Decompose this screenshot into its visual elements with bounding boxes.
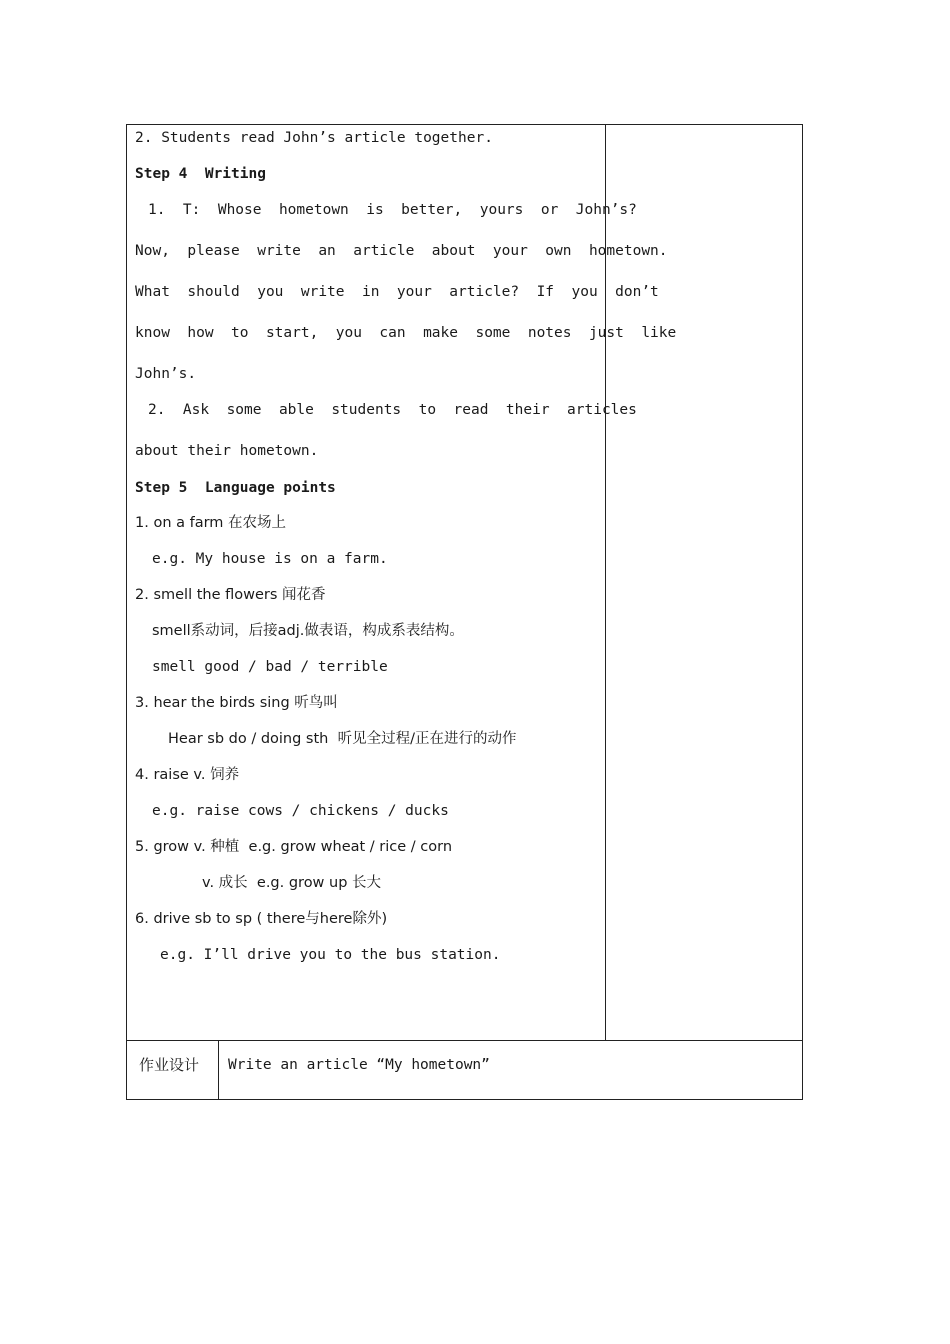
- homework-content: Write an article “My hometown”: [228, 1057, 490, 1073]
- example-line: e.g. My house is on a farm.: [152, 551, 388, 567]
- text-line: 1. T: Whose hometown is better, yours or John’s?: [148, 202, 637, 218]
- note-line: smell系动词，后接adj.做表语，构成系表结构。: [152, 623, 464, 639]
- step-heading: Step 5 Language points: [135, 480, 336, 496]
- text-line: about their hometown.: [135, 443, 319, 459]
- language-point: 4. raise v. 饲养: [135, 767, 240, 783]
- language-point: 3. hear the birds sing 听鸟叫: [135, 695, 338, 711]
- example-line: e.g. raise cows / chickens / ducks: [152, 803, 449, 819]
- text-line: Now, please write an article about your own hometown.: [135, 243, 668, 259]
- homework-label: 作业设计: [139, 1056, 200, 1074]
- language-point: 2. smell the flowers 闻花香: [135, 587, 326, 603]
- text-line: 2. Students read John’s article together.: [135, 130, 493, 146]
- text-line: 2. Ask some able students to read their articles: [148, 402, 637, 418]
- row-divider: [126, 1040, 803, 1041]
- note-line: Hear sb do / doing sth 听见全过程/正在进行的动作: [168, 731, 517, 747]
- footer-column-divider: [218, 1040, 219, 1100]
- text-line: John’s.: [135, 366, 197, 382]
- language-point: 1. on a farm 在农场上: [135, 515, 287, 531]
- step-heading: Step 4 Writing: [135, 166, 266, 182]
- language-point: 6. drive sb to sp ( there与here除外): [135, 911, 388, 927]
- text-line: What should you write in your article? If you don’t: [135, 284, 659, 300]
- column-divider: [605, 124, 606, 1040]
- example-line: smell good / bad / terrible: [152, 659, 388, 675]
- text-line: know how to start, you can make some notes just like: [135, 325, 677, 341]
- language-point: 5. grow v. 种植 e.g. grow wheat / rice / corn: [135, 839, 453, 855]
- note-line: v. 成长 e.g. grow up 长大: [202, 875, 382, 891]
- example-line: e.g. I’ll drive you to the bus station.: [160, 947, 501, 963]
